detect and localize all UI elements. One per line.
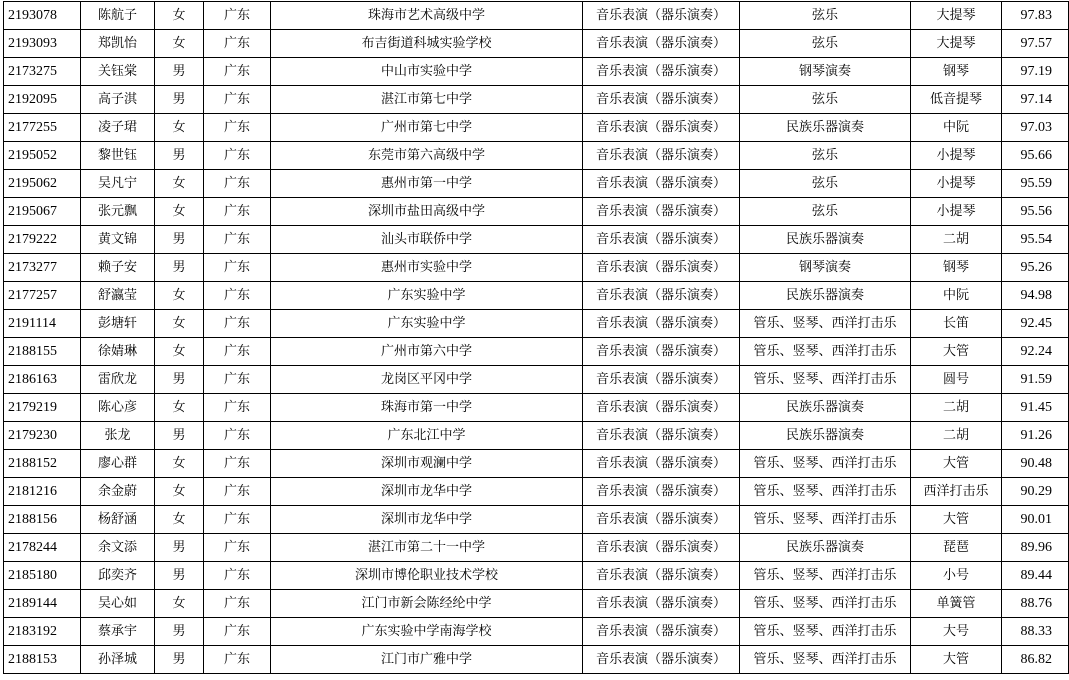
candidate-id-cell: 2191114 <box>4 310 81 338</box>
name-cell: 邱奕齐 <box>81 562 155 590</box>
province-cell: 广东 <box>204 198 271 226</box>
gender-cell: 女 <box>155 114 204 142</box>
candidate-id-cell: 2188153 <box>4 646 81 674</box>
province-cell: 广东 <box>204 254 271 282</box>
candidate-id-cell: 2177255 <box>4 114 81 142</box>
gender-cell: 男 <box>155 86 204 114</box>
score-cell: 91.26 <box>1002 422 1069 450</box>
table-row <box>4 450 1069 478</box>
gender-cell: 女 <box>155 2 204 30</box>
category-cell: 音乐表演（器乐演奏） <box>583 282 740 310</box>
gender-cell: 男 <box>155 142 204 170</box>
school-cell: 深圳市盐田高级中学 <box>271 198 583 226</box>
candidate-id-cell: 2186163 <box>4 366 81 394</box>
table-row <box>4 226 1069 254</box>
school-cell: 广东北江中学 <box>271 422 583 450</box>
school-cell: 湛江市第二十一中学 <box>271 534 583 562</box>
province-cell: 广东 <box>204 282 271 310</box>
province-cell: 广东 <box>204 646 271 674</box>
score-cell: 95.66 <box>1002 142 1069 170</box>
province-cell: 广东 <box>204 30 271 58</box>
gender-cell: 男 <box>155 534 204 562</box>
direction-cell: 弦乐 <box>740 170 911 198</box>
gender-cell: 女 <box>155 282 204 310</box>
candidate-id-cell: 2195052 <box>4 142 81 170</box>
candidate-id-cell: 2192095 <box>4 86 81 114</box>
school-cell: 深圳市龙华中学 <box>271 478 583 506</box>
candidate-id-cell: 2179219 <box>4 394 81 422</box>
direction-cell: 民族乐器演奏 <box>740 394 911 422</box>
table-row <box>4 254 1069 282</box>
province-cell: 广东 <box>204 618 271 646</box>
direction-cell: 管乐、竖琴、西洋打击乐 <box>740 590 911 618</box>
instrument-cell: 大号 <box>911 618 1002 646</box>
direction-cell: 民族乐器演奏 <box>740 282 911 310</box>
table-row <box>4 366 1069 394</box>
direction-cell: 民族乐器演奏 <box>740 226 911 254</box>
name-cell: 黎世钰 <box>81 142 155 170</box>
category-cell: 音乐表演（器乐演奏） <box>583 310 740 338</box>
name-cell: 吴凡宁 <box>81 170 155 198</box>
category-cell: 音乐表演（器乐演奏） <box>583 114 740 142</box>
gender-cell: 女 <box>155 478 204 506</box>
candidate-id-cell: 2179222 <box>4 226 81 254</box>
category-cell: 音乐表演（器乐演奏） <box>583 338 740 366</box>
category-cell: 音乐表演（器乐演奏） <box>583 254 740 282</box>
province-cell: 广东 <box>204 114 271 142</box>
table-row <box>4 422 1069 450</box>
province-cell: 广东 <box>204 86 271 114</box>
name-cell: 吴心如 <box>81 590 155 618</box>
province-cell: 广东 <box>204 338 271 366</box>
candidate-id-cell: 2185180 <box>4 562 81 590</box>
direction-cell: 管乐、竖琴、西洋打击乐 <box>740 506 911 534</box>
name-cell: 彭塘轩 <box>81 310 155 338</box>
gender-cell: 男 <box>155 366 204 394</box>
province-cell: 广东 <box>204 226 271 254</box>
gender-cell: 女 <box>155 170 204 198</box>
school-cell: 广州市第六中学 <box>271 338 583 366</box>
category-cell: 音乐表演（器乐演奏） <box>583 30 740 58</box>
results-table <box>3 1 1069 674</box>
candidate-id-cell: 2178244 <box>4 534 81 562</box>
score-cell: 92.45 <box>1002 310 1069 338</box>
category-cell: 音乐表演（器乐演奏） <box>583 198 740 226</box>
instrument-cell: 二胡 <box>911 394 1002 422</box>
instrument-cell: 大提琴 <box>911 2 1002 30</box>
score-cell: 97.83 <box>1002 2 1069 30</box>
table-row <box>4 142 1069 170</box>
gender-cell: 女 <box>155 30 204 58</box>
school-cell: 珠海市艺术高级中学 <box>271 2 583 30</box>
score-cell: 95.59 <box>1002 170 1069 198</box>
school-cell: 江门市新会陈经纶中学 <box>271 590 583 618</box>
score-cell: 92.24 <box>1002 338 1069 366</box>
province-cell: 广东 <box>204 506 271 534</box>
table-row <box>4 114 1069 142</box>
table-row <box>4 618 1069 646</box>
table-row <box>4 2 1069 30</box>
table-row <box>4 590 1069 618</box>
school-cell: 珠海市第一中学 <box>271 394 583 422</box>
direction-cell: 弦乐 <box>740 2 911 30</box>
name-cell: 赖子安 <box>81 254 155 282</box>
category-cell: 音乐表演（器乐演奏） <box>583 142 740 170</box>
table-row <box>4 282 1069 310</box>
instrument-cell: 小提琴 <box>911 170 1002 198</box>
gender-cell: 女 <box>155 506 204 534</box>
score-cell: 86.82 <box>1002 646 1069 674</box>
candidate-id-cell: 2179230 <box>4 422 81 450</box>
instrument-cell: 钢琴 <box>911 254 1002 282</box>
instrument-cell: 大管 <box>911 338 1002 366</box>
category-cell: 音乐表演（器乐演奏） <box>583 226 740 254</box>
instrument-cell: 大管 <box>911 506 1002 534</box>
candidate-id-cell: 2189144 <box>4 590 81 618</box>
score-cell: 91.45 <box>1002 394 1069 422</box>
category-cell: 音乐表演（器乐演奏） <box>583 450 740 478</box>
gender-cell: 女 <box>155 450 204 478</box>
instrument-cell: 小提琴 <box>911 198 1002 226</box>
school-cell: 广州市第七中学 <box>271 114 583 142</box>
school-cell: 江门市广雅中学 <box>271 646 583 674</box>
province-cell: 广东 <box>204 590 271 618</box>
category-cell: 音乐表演（器乐演奏） <box>583 646 740 674</box>
candidate-id-cell: 2195067 <box>4 198 81 226</box>
table-row <box>4 478 1069 506</box>
instrument-cell: 大提琴 <box>911 30 1002 58</box>
category-cell: 音乐表演（器乐演奏） <box>583 170 740 198</box>
category-cell: 音乐表演（器乐演奏） <box>583 58 740 86</box>
gender-cell: 女 <box>155 338 204 366</box>
category-cell: 音乐表演（器乐演奏） <box>583 422 740 450</box>
candidate-id-cell: 2188156 <box>4 506 81 534</box>
candidate-id-cell: 2188152 <box>4 450 81 478</box>
score-cell: 91.59 <box>1002 366 1069 394</box>
candidate-id-cell: 2195062 <box>4 170 81 198</box>
name-cell: 雷欣龙 <box>81 366 155 394</box>
province-cell: 广东 <box>204 170 271 198</box>
table-row <box>4 394 1069 422</box>
instrument-cell: 单簧管 <box>911 590 1002 618</box>
table-row <box>4 646 1069 674</box>
score-cell: 97.19 <box>1002 58 1069 86</box>
province-cell: 广东 <box>204 394 271 422</box>
name-cell: 舒瀛莹 <box>81 282 155 310</box>
candidate-id-cell: 2193093 <box>4 30 81 58</box>
gender-cell: 男 <box>155 226 204 254</box>
candidate-id-cell: 2193078 <box>4 2 81 30</box>
instrument-cell: 中阮 <box>911 282 1002 310</box>
table-row <box>4 30 1069 58</box>
category-cell: 音乐表演（器乐演奏） <box>583 506 740 534</box>
score-cell: 90.48 <box>1002 450 1069 478</box>
score-cell: 95.56 <box>1002 198 1069 226</box>
score-cell: 97.14 <box>1002 86 1069 114</box>
candidate-id-cell: 2173277 <box>4 254 81 282</box>
score-cell: 89.96 <box>1002 534 1069 562</box>
score-cell: 97.57 <box>1002 30 1069 58</box>
category-cell: 音乐表演（器乐演奏） <box>583 590 740 618</box>
province-cell: 广东 <box>204 422 271 450</box>
category-cell: 音乐表演（器乐演奏） <box>583 562 740 590</box>
name-cell: 余金蔚 <box>81 478 155 506</box>
score-cell: 90.01 <box>1002 506 1069 534</box>
province-cell: 广东 <box>204 142 271 170</box>
instrument-cell: 圆号 <box>911 366 1002 394</box>
province-cell: 广东 <box>204 478 271 506</box>
score-cell: 94.98 <box>1002 282 1069 310</box>
instrument-cell: 大管 <box>911 450 1002 478</box>
name-cell: 徐婧琳 <box>81 338 155 366</box>
score-cell: 90.29 <box>1002 478 1069 506</box>
direction-cell: 民族乐器演奏 <box>740 114 911 142</box>
name-cell: 张龙 <box>81 422 155 450</box>
gender-cell: 男 <box>155 58 204 86</box>
instrument-cell: 西洋打击乐 <box>911 478 1002 506</box>
category-cell: 音乐表演（器乐演奏） <box>583 394 740 422</box>
province-cell: 广东 <box>204 450 271 478</box>
gender-cell: 男 <box>155 422 204 450</box>
name-cell: 凌子珺 <box>81 114 155 142</box>
name-cell: 余文添 <box>81 534 155 562</box>
direction-cell: 管乐、竖琴、西洋打击乐 <box>740 338 911 366</box>
score-cell: 88.33 <box>1002 618 1069 646</box>
school-cell: 湛江市第七中学 <box>271 86 583 114</box>
name-cell: 廖心群 <box>81 450 155 478</box>
table-row <box>4 58 1069 86</box>
province-cell: 广东 <box>204 534 271 562</box>
score-cell: 97.03 <box>1002 114 1069 142</box>
direction-cell: 管乐、竖琴、西洋打击乐 <box>740 450 911 478</box>
category-cell: 音乐表演（器乐演奏） <box>583 86 740 114</box>
candidate-id-cell: 2177257 <box>4 282 81 310</box>
gender-cell: 男 <box>155 562 204 590</box>
instrument-cell: 低音提琴 <box>911 86 1002 114</box>
school-cell: 东莞市第六高级中学 <box>271 142 583 170</box>
direction-cell: 管乐、竖琴、西洋打击乐 <box>740 618 911 646</box>
category-cell: 音乐表演（器乐演奏） <box>583 366 740 394</box>
school-cell: 广东实验中学南海学校 <box>271 618 583 646</box>
school-cell: 布吉街道科城实验学校 <box>271 30 583 58</box>
school-cell: 深圳市博伦职业技术学校 <box>271 562 583 590</box>
instrument-cell: 小提琴 <box>911 142 1002 170</box>
category-cell: 音乐表演（器乐演奏） <box>583 478 740 506</box>
candidate-id-cell: 2188155 <box>4 338 81 366</box>
table-row <box>4 198 1069 226</box>
table-row <box>4 170 1069 198</box>
name-cell: 杨舒涵 <box>81 506 155 534</box>
table-row <box>4 310 1069 338</box>
name-cell: 黄文锦 <box>81 226 155 254</box>
instrument-cell: 长笛 <box>911 310 1002 338</box>
school-cell: 惠州市实验中学 <box>271 254 583 282</box>
gender-cell: 男 <box>155 254 204 282</box>
category-cell: 音乐表演（器乐演奏） <box>583 2 740 30</box>
score-cell: 88.76 <box>1002 590 1069 618</box>
direction-cell: 弦乐 <box>740 142 911 170</box>
category-cell: 音乐表演（器乐演奏） <box>583 534 740 562</box>
score-cell: 89.44 <box>1002 562 1069 590</box>
instrument-cell: 钢琴 <box>911 58 1002 86</box>
instrument-cell: 二胡 <box>911 422 1002 450</box>
province-cell: 广东 <box>204 310 271 338</box>
category-cell: 音乐表演（器乐演奏） <box>583 618 740 646</box>
direction-cell: 民族乐器演奏 <box>740 534 911 562</box>
direction-cell: 弦乐 <box>740 198 911 226</box>
candidate-id-cell: 2183192 <box>4 618 81 646</box>
direction-cell: 钢琴演奏 <box>740 254 911 282</box>
school-cell: 广东实验中学 <box>271 282 583 310</box>
direction-cell: 管乐、竖琴、西洋打击乐 <box>740 562 911 590</box>
name-cell: 郑凯怡 <box>81 30 155 58</box>
direction-cell: 钢琴演奏 <box>740 58 911 86</box>
direction-cell: 管乐、竖琴、西洋打击乐 <box>740 310 911 338</box>
table-row <box>4 86 1069 114</box>
gender-cell: 女 <box>155 310 204 338</box>
table-row <box>4 338 1069 366</box>
candidate-id-cell: 2181216 <box>4 478 81 506</box>
table-body <box>4 2 1069 674</box>
name-cell: 关钰棠 <box>81 58 155 86</box>
instrument-cell: 二胡 <box>911 226 1002 254</box>
name-cell: 蔡承宇 <box>81 618 155 646</box>
province-cell: 广东 <box>204 2 271 30</box>
direction-cell: 弦乐 <box>740 86 911 114</box>
direction-cell: 管乐、竖琴、西洋打击乐 <box>740 478 911 506</box>
direction-cell: 弦乐 <box>740 30 911 58</box>
school-cell: 惠州市第一中学 <box>271 170 583 198</box>
school-cell: 深圳市观澜中学 <box>271 450 583 478</box>
table-row <box>4 506 1069 534</box>
gender-cell: 男 <box>155 646 204 674</box>
instrument-cell: 小号 <box>911 562 1002 590</box>
instrument-cell: 大管 <box>911 646 1002 674</box>
province-cell: 广东 <box>204 58 271 86</box>
gender-cell: 女 <box>155 590 204 618</box>
table-row <box>4 562 1069 590</box>
direction-cell: 管乐、竖琴、西洋打击乐 <box>740 366 911 394</box>
score-cell: 95.54 <box>1002 226 1069 254</box>
instrument-cell: 琵琶 <box>911 534 1002 562</box>
province-cell: 广东 <box>204 366 271 394</box>
name-cell: 高子淇 <box>81 86 155 114</box>
school-cell: 龙岗区平冈中学 <box>271 366 583 394</box>
gender-cell: 女 <box>155 198 204 226</box>
province-cell: 广东 <box>204 562 271 590</box>
name-cell: 孙泽城 <box>81 646 155 674</box>
name-cell: 陈航子 <box>81 2 155 30</box>
name-cell: 陈心彦 <box>81 394 155 422</box>
score-cell: 95.26 <box>1002 254 1069 282</box>
school-cell: 汕头市联侨中学 <box>271 226 583 254</box>
gender-cell: 男 <box>155 618 204 646</box>
candidate-id-cell: 2173275 <box>4 58 81 86</box>
school-cell: 广东实验中学 <box>271 310 583 338</box>
table-row <box>4 534 1069 562</box>
direction-cell: 民族乐器演奏 <box>740 422 911 450</box>
gender-cell: 女 <box>155 394 204 422</box>
name-cell: 张元飘 <box>81 198 155 226</box>
school-cell: 中山市实验中学 <box>271 58 583 86</box>
school-cell: 深圳市龙华中学 <box>271 506 583 534</box>
instrument-cell: 中阮 <box>911 114 1002 142</box>
direction-cell: 管乐、竖琴、西洋打击乐 <box>740 646 911 674</box>
